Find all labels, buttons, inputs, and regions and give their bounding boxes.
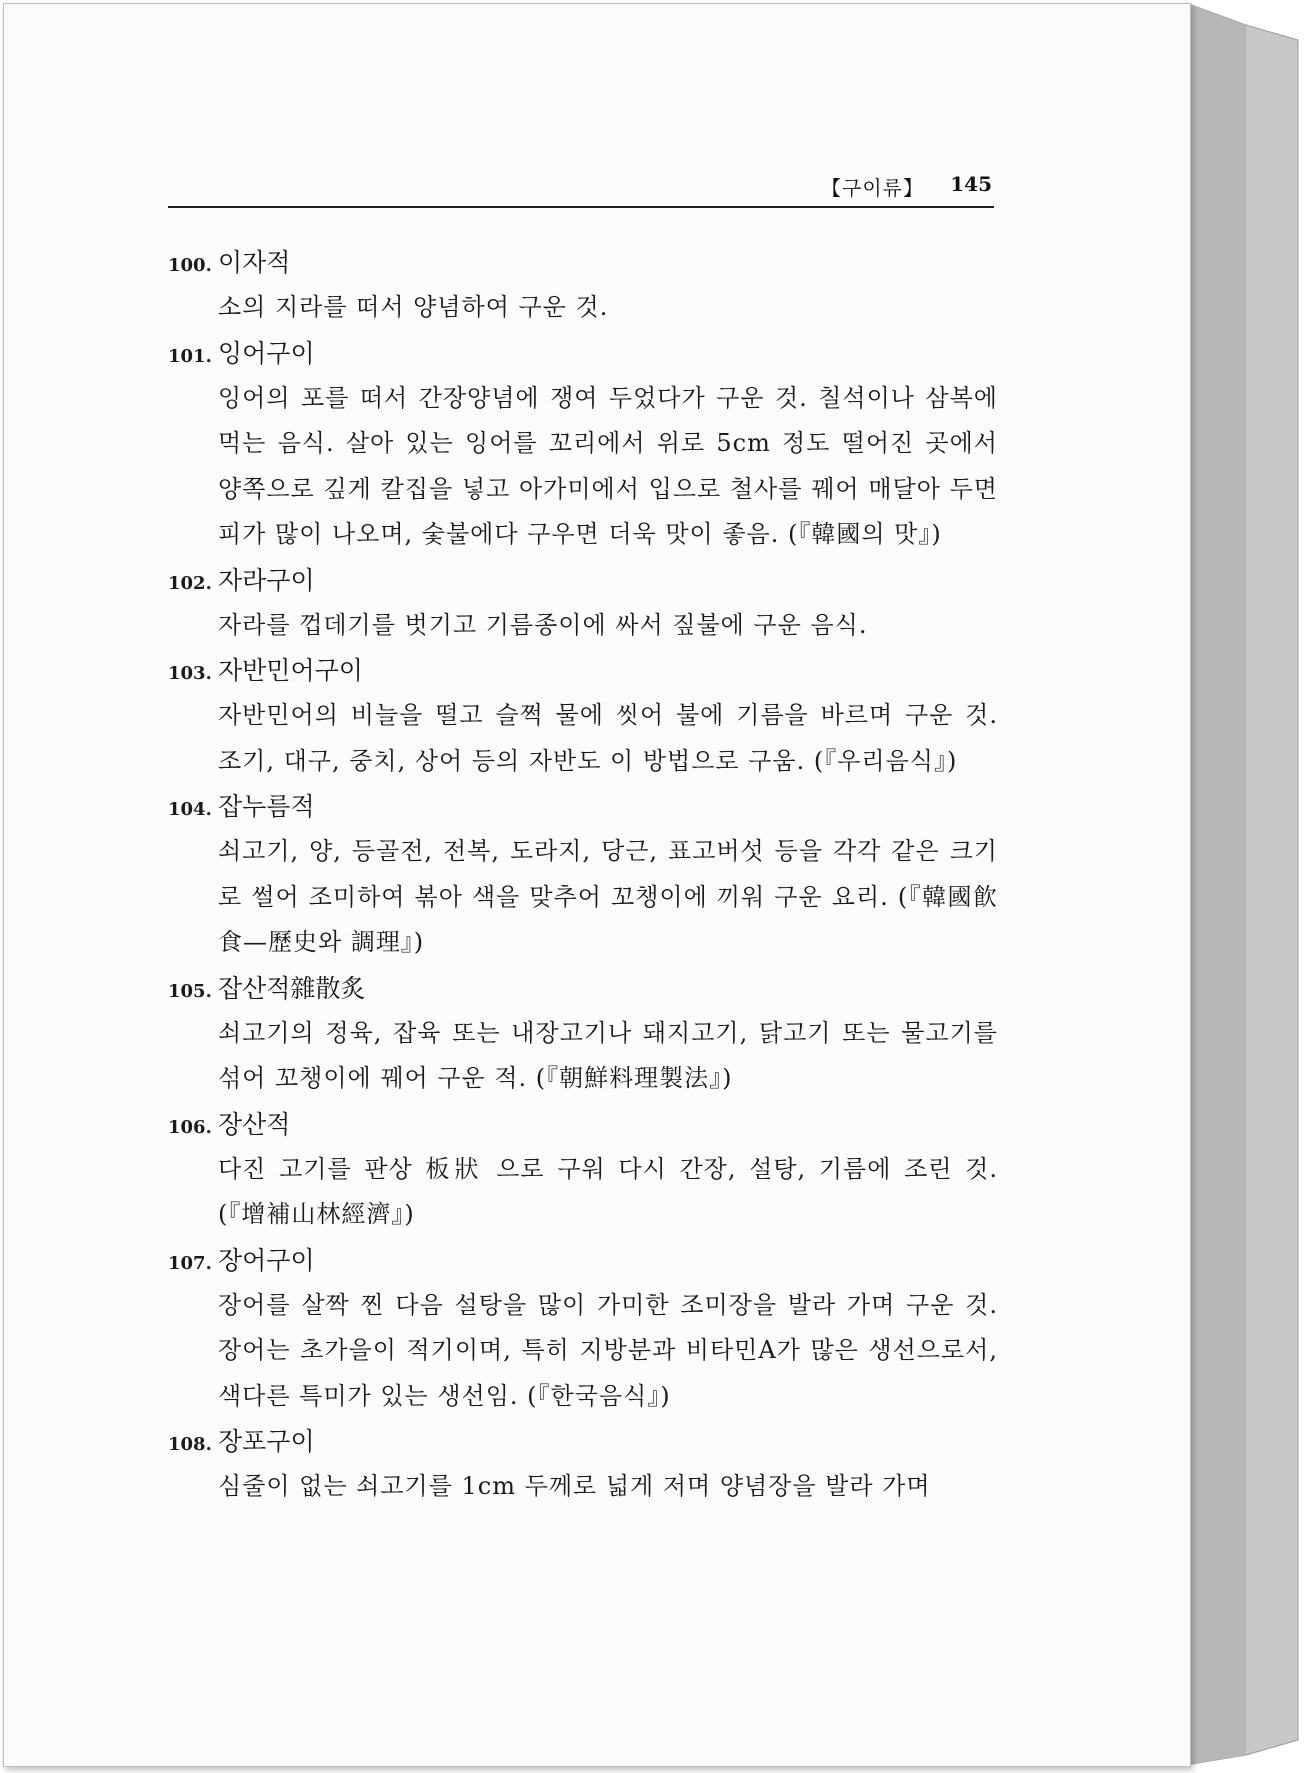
entry-description: 다진 고기를 판상 板狀 으로 구워 다시 간장, 설탕, 기름에 조린 것. (『增補山林經濟』) (218, 1154, 998, 1228)
entry-heading (168, 1102, 998, 1147)
entry-number: 104. (168, 799, 212, 820)
entry-100 (168, 240, 998, 331)
page-number: 145 (950, 172, 992, 196)
entry-description: 자라를 껍데기를 벗기고 기름종이에 싸서 짚불에 구운 음식. (218, 610, 868, 639)
entry-106 (168, 1102, 998, 1238)
entry-name: 잡산적雜散炙 (218, 973, 366, 1003)
entry-101 (168, 331, 998, 558)
entry-number: 103. (168, 663, 212, 684)
entry-description: 쇠고기의 정육, 잡육 또는 내장고기나 돼지고기, 닭고기 또는 물고기를 섞어 꼬챙이에 꿰어 구운 적. (『朝鮮料理製法』) (218, 1018, 998, 1092)
entry-heading (168, 558, 998, 603)
entry-105 (168, 966, 998, 1102)
entry-description: 자반민어의 비늘을 떨고 슬쩍 물에 씻어 불에 기름을 바르며 구운 것. 조기, 대구, 중치, 상어 등의 자반도 이 방법으로 구움. (『우리음식』) (218, 701, 998, 775)
header-section-title: 【구이류】 (821, 176, 924, 200)
entry-name: 잡누름적 (218, 792, 315, 821)
entry-heading (168, 966, 998, 1011)
entry-number: 102. (168, 572, 212, 594)
entry-name: 장산적 (218, 1109, 291, 1139)
entry-list (168, 240, 998, 1510)
entry-heading (168, 784, 998, 829)
entry-number: 100. (168, 255, 212, 276)
entry-name: 잉어구이 (218, 338, 315, 368)
entry-102 (168, 558, 998, 649)
entry-name: 자라구이 (218, 565, 315, 595)
entry-description: 잉어의 포를 떠서 간장양념에 쟁여 두었다가 구운 것. 칠석이나 삼복에 먹는 음식. 살아 있는 잉어를 꼬리에서 위로 5cm 정도 떨어진 곳에서 양쪽으로 깊게 칼집을 넣고 아가미에서 입으로 철사를 꿰어 매달아 두면 피가 많이 나오며, 숯불에다 구우면 더욱 맛이 좋음. (『韓國의 맛』) (218, 383, 998, 548)
entry-107 (168, 1238, 998, 1420)
entry-number: 107. (168, 1252, 212, 1274)
running-header (168, 170, 994, 208)
entry-description: 심줄이 없는 쇠고기를 1cm 두께로 넓게 저며 양념장을 발라 가며 (218, 1472, 931, 1500)
entry-number: 108. (168, 1434, 212, 1455)
entry-104 (168, 784, 998, 966)
entry-heading (168, 1419, 998, 1464)
entry-number: 105. (168, 980, 212, 1002)
entry-108 (168, 1419, 998, 1510)
entry-description: 쇠고기, 양, 등골전, 전복, 도라지, 당근, 표고버섯 등을 각각 같은 크기로 썰어 조미하여 볶아 색을 맞추어 꼬챙이에 끼워 구운 요리. (『韓國飮食—歷史와 調理』) (218, 837, 998, 956)
entry-description: 소의 지라를 떠서 양념하여 구운 것. (218, 293, 609, 321)
entry-103 (168, 648, 998, 784)
entry-heading (168, 648, 998, 693)
entry-heading (168, 1238, 998, 1283)
entry-name: 장포구이 (218, 1427, 315, 1456)
entry-name: 자반민어구이 (218, 656, 363, 685)
entry-name: 장어구이 (218, 1245, 315, 1275)
book-side-edge (1186, 0, 1304, 1773)
entry-number: 106. (168, 1116, 212, 1138)
entry-name: 이자적 (218, 248, 291, 277)
entry-heading (168, 331, 998, 376)
entry-heading (168, 240, 998, 285)
entry-description: 장어를 살짝 찐 다음 설탕을 많이 가미한 조미장을 발라 가며 구운 것. 장어는 초가을이 적기이며, 특히 지방분과 비타민A가 많은 생선으로서, 색다른 특미가 있는 생선임. (『한국음식』) (218, 1290, 998, 1410)
entry-number: 101. (168, 345, 212, 367)
